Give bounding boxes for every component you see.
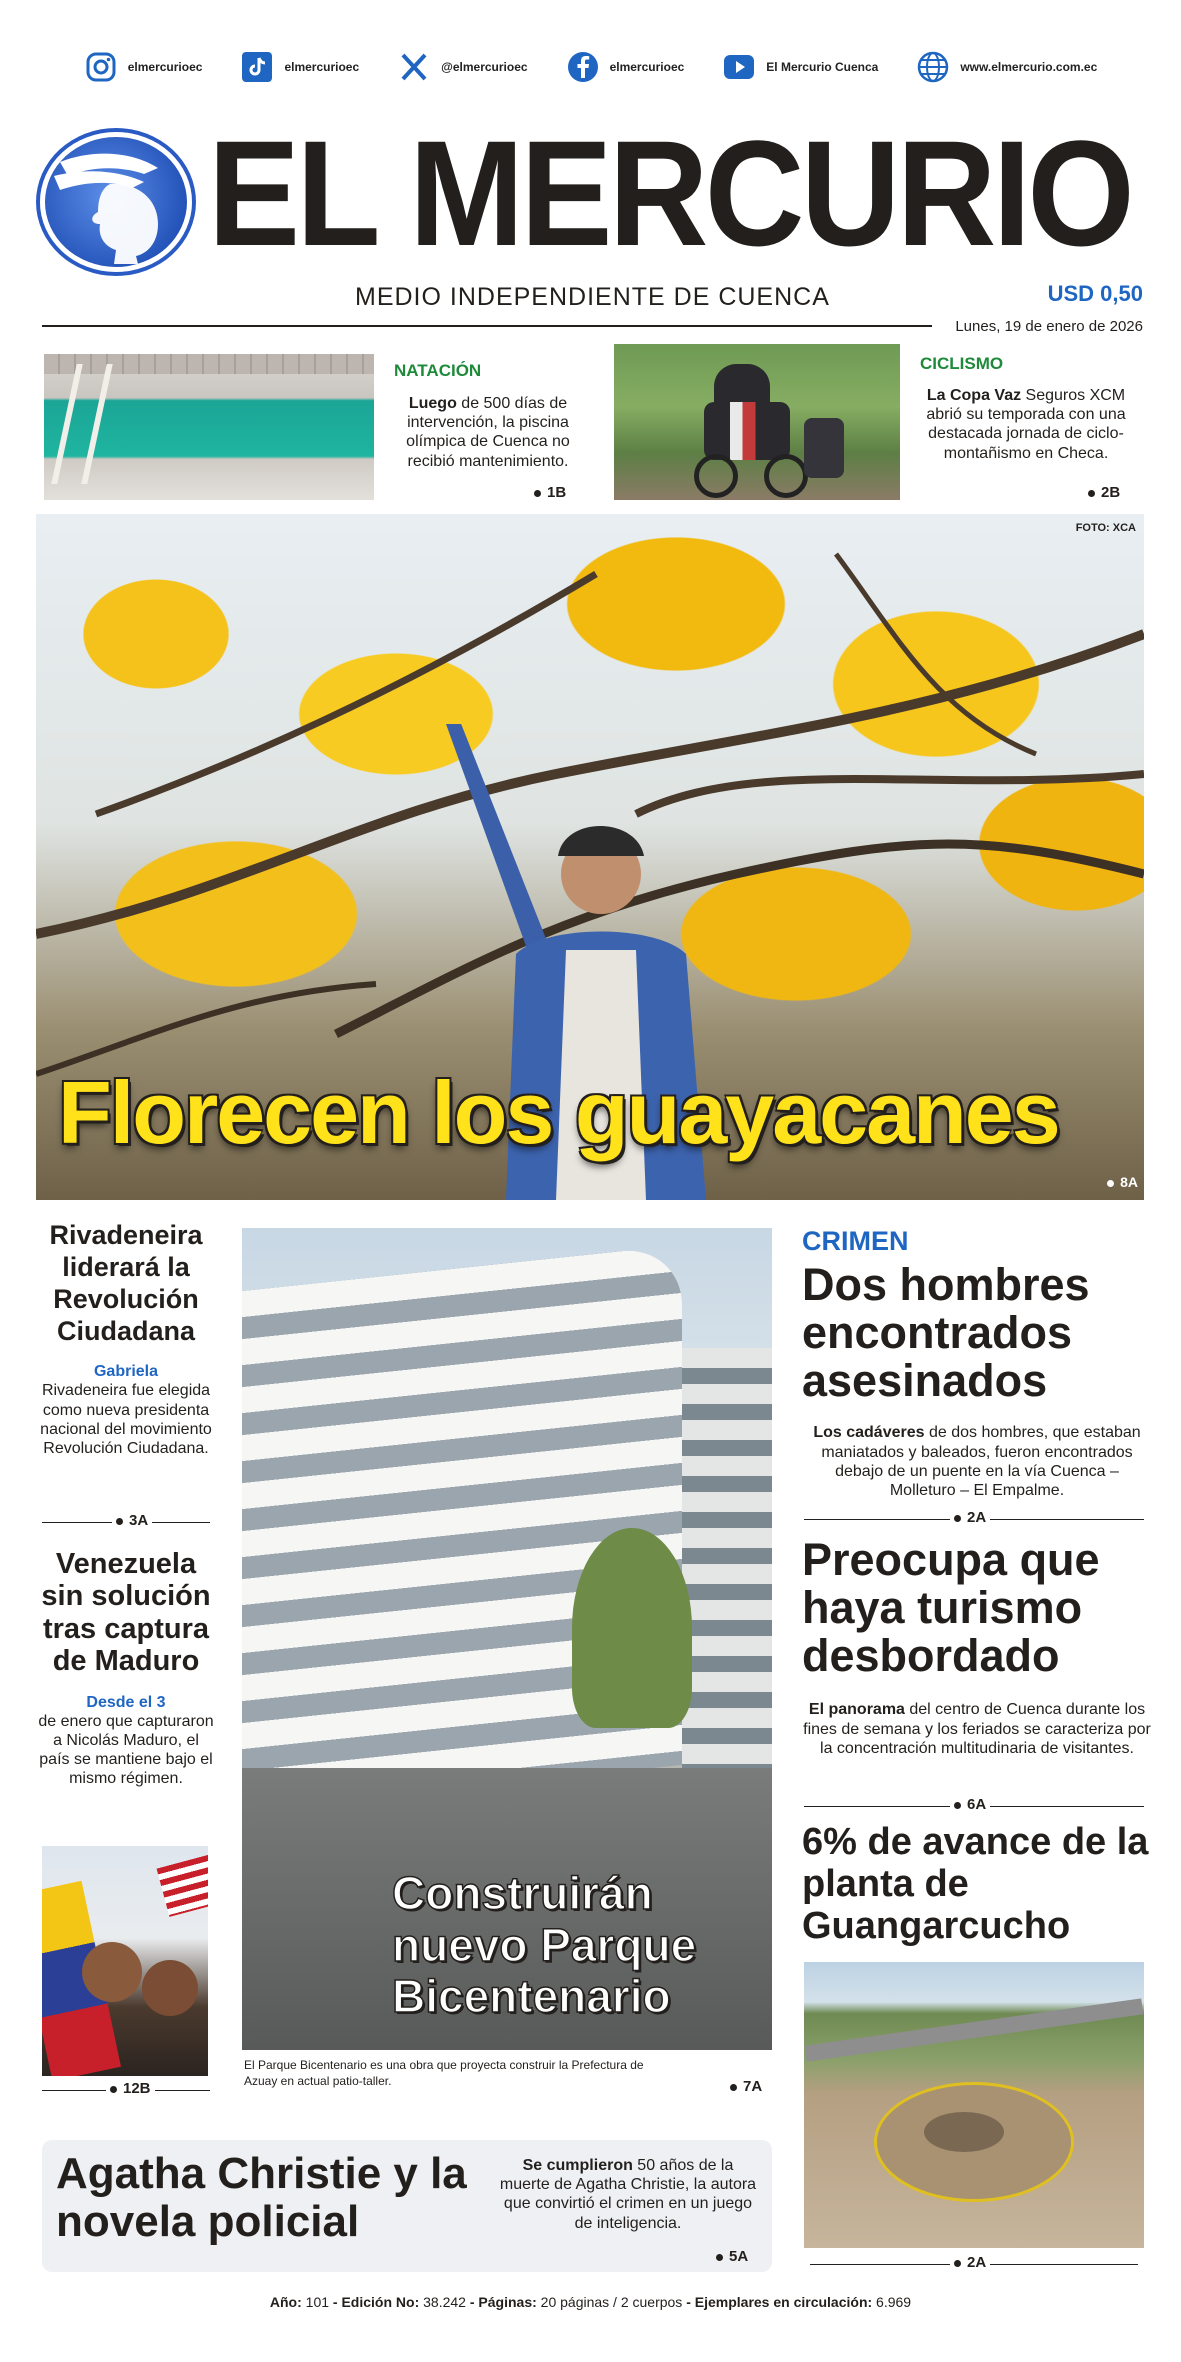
hero-photo[interactable] (36, 514, 1144, 1200)
social-bar (0, 50, 1181, 84)
page-ref-label: 5A (729, 2248, 749, 2265)
agatha-text (498, 2156, 758, 2233)
page-ref[interactable] (950, 2254, 990, 2271)
agatha-body: 50 años de la muerte de Agatha Christie, la autora que convirtió el crimen en un juego de inteligencia. (499, 2157, 757, 2232)
photo-caption: El Parque Bicentenario es una obra que proyecta construir la Prefectura de Azuay en actual patio-taller. (244, 2058, 644, 2088)
social-label: El Mercurio Cuenca (766, 60, 879, 74)
page-ref-label: 12B (123, 2080, 151, 2097)
web-icon (916, 50, 950, 84)
footer-label: - Ejemplares en circulación: (682, 2294, 873, 2310)
story-text (802, 1423, 1152, 1500)
youtube-icon (722, 50, 756, 84)
right-story-3[interactable] (802, 1822, 1152, 1947)
person-face (142, 1960, 198, 2016)
masthead-slogan: MEDIO INDEPENDIENTE DE CUENCA (355, 283, 830, 311)
price-label: USD 0,50 (1047, 281, 1143, 306)
teaser-kicker: NATACIÓN (394, 361, 482, 380)
cycling-photo[interactable] (614, 344, 900, 500)
page-ref[interactable] (950, 1796, 990, 1813)
building-side (682, 1348, 772, 1788)
x-icon (397, 50, 431, 84)
story-headline[interactable]: Preocupa que haya turismo desbordado (802, 1534, 1100, 1682)
page-ref[interactable] (1107, 1174, 1138, 1190)
right-story-1[interactable] (802, 1226, 1152, 1500)
plant-pit (924, 2112, 1004, 2152)
park-headline-line: Bicentenario (392, 1970, 671, 2023)
tiktok-icon (240, 50, 274, 84)
social-youtube[interactable] (722, 50, 878, 84)
pool-tower (51, 364, 113, 484)
masthead-title[interactable]: EL MERCURIO (208, 109, 1132, 277)
page-ref-label: 8A (1120, 1174, 1138, 1190)
footer-value: 101 (301, 2294, 330, 2310)
teaser-kicker: CICLISMO (920, 354, 1004, 373)
page-ref-label: 7A (743, 2078, 763, 2095)
footer-value: 20 páginas / 2 cuerpos (536, 2294, 683, 2310)
story-headline[interactable]: Dos hombres encontrados asesinados (802, 1259, 1090, 1407)
bike-wheel (694, 454, 738, 498)
left-story-1[interactable] (36, 1220, 216, 1458)
footer-value: 6.969 (872, 2294, 912, 2310)
page-ref-label: 6A (967, 1796, 987, 1813)
page-ref[interactable] (730, 2078, 762, 2095)
venezuela-photo[interactable] (42, 1846, 208, 2076)
page-ref[interactable] (534, 484, 566, 501)
page-ref-label: 2A (967, 1509, 987, 1526)
social-tiktok[interactable] (240, 50, 359, 84)
teaser-lead: Luego (408, 395, 457, 412)
social-instagram[interactable] (84, 50, 203, 84)
agatha-lead: Se cumplieron (522, 2157, 633, 2174)
story-headline[interactable]: Venezuela sin solución tras captura de Maduro (41, 1548, 211, 1678)
story-body: de dos hombres, que estaban maniatados y baleados, fueron encontrados debajo de un puente en la vía Cuenca – Molleturo – El Empalme. (821, 1424, 1141, 1499)
usa-flag (157, 1853, 208, 1917)
social-label: @elmercurioec (441, 60, 528, 74)
story-headline[interactable]: 6% de avance de la planta de Guangarcucho (802, 1821, 1149, 1947)
social-label: elmercurioec (284, 60, 360, 74)
story-lead: El panorama (808, 1701, 905, 1719)
social-label: elmercurioec (609, 60, 685, 74)
page-ref-label: 2B (1101, 484, 1121, 501)
footer-label: - Edición No: (329, 2294, 420, 2310)
bike-wheel (764, 454, 808, 498)
pool-photo[interactable] (44, 354, 374, 500)
park-render-photo[interactable] (242, 1228, 772, 2050)
mercury-head-icon (40, 132, 192, 272)
right-story-2[interactable] (802, 1536, 1152, 1758)
story-body: del centro de Cuenca durante los fines de semana y los feriados se caracteriza por la concentración multitudinaria de visitantes. (803, 1701, 1151, 1757)
photo-credit: FOTO: XCA (1075, 522, 1136, 534)
cyclist-2 (804, 418, 844, 478)
issue-date: Lunes, 19 de enero de 2026 (955, 318, 1143, 335)
tree (572, 1528, 692, 1728)
teaser-text (388, 394, 588, 471)
page-ref[interactable] (950, 1509, 990, 1526)
footer-label: - Páginas: (465, 2294, 537, 2310)
footer-value: 38.242 (419, 2294, 466, 2310)
story-kicker: Desde el 3 (86, 1693, 166, 1711)
masthead-divider (42, 325, 932, 327)
instagram-icon (84, 50, 118, 84)
page-ref[interactable] (1088, 484, 1120, 501)
left-story-2[interactable] (36, 1548, 216, 1789)
story-kicker: CRIMEN (802, 1226, 909, 1256)
teaser-body: de 500 días de intervención, la piscina olímpica de Cuenca no recibió mantenimiento. (406, 395, 570, 470)
social-web[interactable] (916, 50, 1097, 84)
road (805, 1998, 1144, 2061)
story-text: Rivadeneira fue elegida como nueva presidenta nacional del movimiento Revolución Ciudadana. (40, 1382, 212, 1457)
mercury-logo (40, 132, 192, 272)
story-kicker: Gabriela (93, 1363, 159, 1381)
footer-label: Año: (269, 2294, 302, 2310)
teaser-body: Seguros XCM abrió su temporada con una destacada jornada de ciclo-montañismo en Checa. (926, 387, 1126, 462)
edition-info (0, 2294, 1181, 2310)
plant-photo[interactable] (804, 1962, 1144, 2248)
social-facebook[interactable] (566, 50, 685, 84)
person-face (82, 1942, 142, 2002)
page-ref-label: 3A (129, 1512, 149, 1529)
page-ref[interactable] (716, 2248, 748, 2265)
social-label: www.elmercurio.com.ec (960, 60, 1098, 74)
hero-headline[interactable]: Florecen los guayacanes (58, 1063, 1059, 1162)
park-headline-line: Construirán (392, 1867, 653, 1919)
social-label: elmercurioec (127, 60, 203, 74)
agatha-headline[interactable]: Agatha Christie y la novela policial (56, 2149, 467, 2246)
teaser-lead: La Copa Vaz (926, 387, 1022, 404)
story-text: de enero que capturaron a Nicolás Maduro, el país se mantiene bajo el mismo régimen. (38, 1712, 214, 1788)
page-ref[interactable] (106, 2080, 155, 2097)
page-ref-label: 1B (547, 484, 567, 501)
park-headline-line: nuevo Parque (392, 1918, 697, 1971)
facebook-icon (566, 50, 600, 84)
agatha-box[interactable] (42, 2140, 772, 2272)
teaser-text (912, 386, 1140, 463)
story-headline[interactable]: Rivadeneira liderará la Revolución Ciudadana (49, 1220, 203, 1346)
story-lead: Los cadáveres (813, 1424, 925, 1442)
page-ref[interactable] (112, 1512, 152, 1529)
social-x[interactable] (397, 50, 527, 84)
park-headline[interactable] (392, 1868, 696, 2023)
story-text (802, 1700, 1152, 1758)
page-ref-label: 2A (967, 2254, 987, 2271)
cyclist-jersey (704, 402, 790, 460)
